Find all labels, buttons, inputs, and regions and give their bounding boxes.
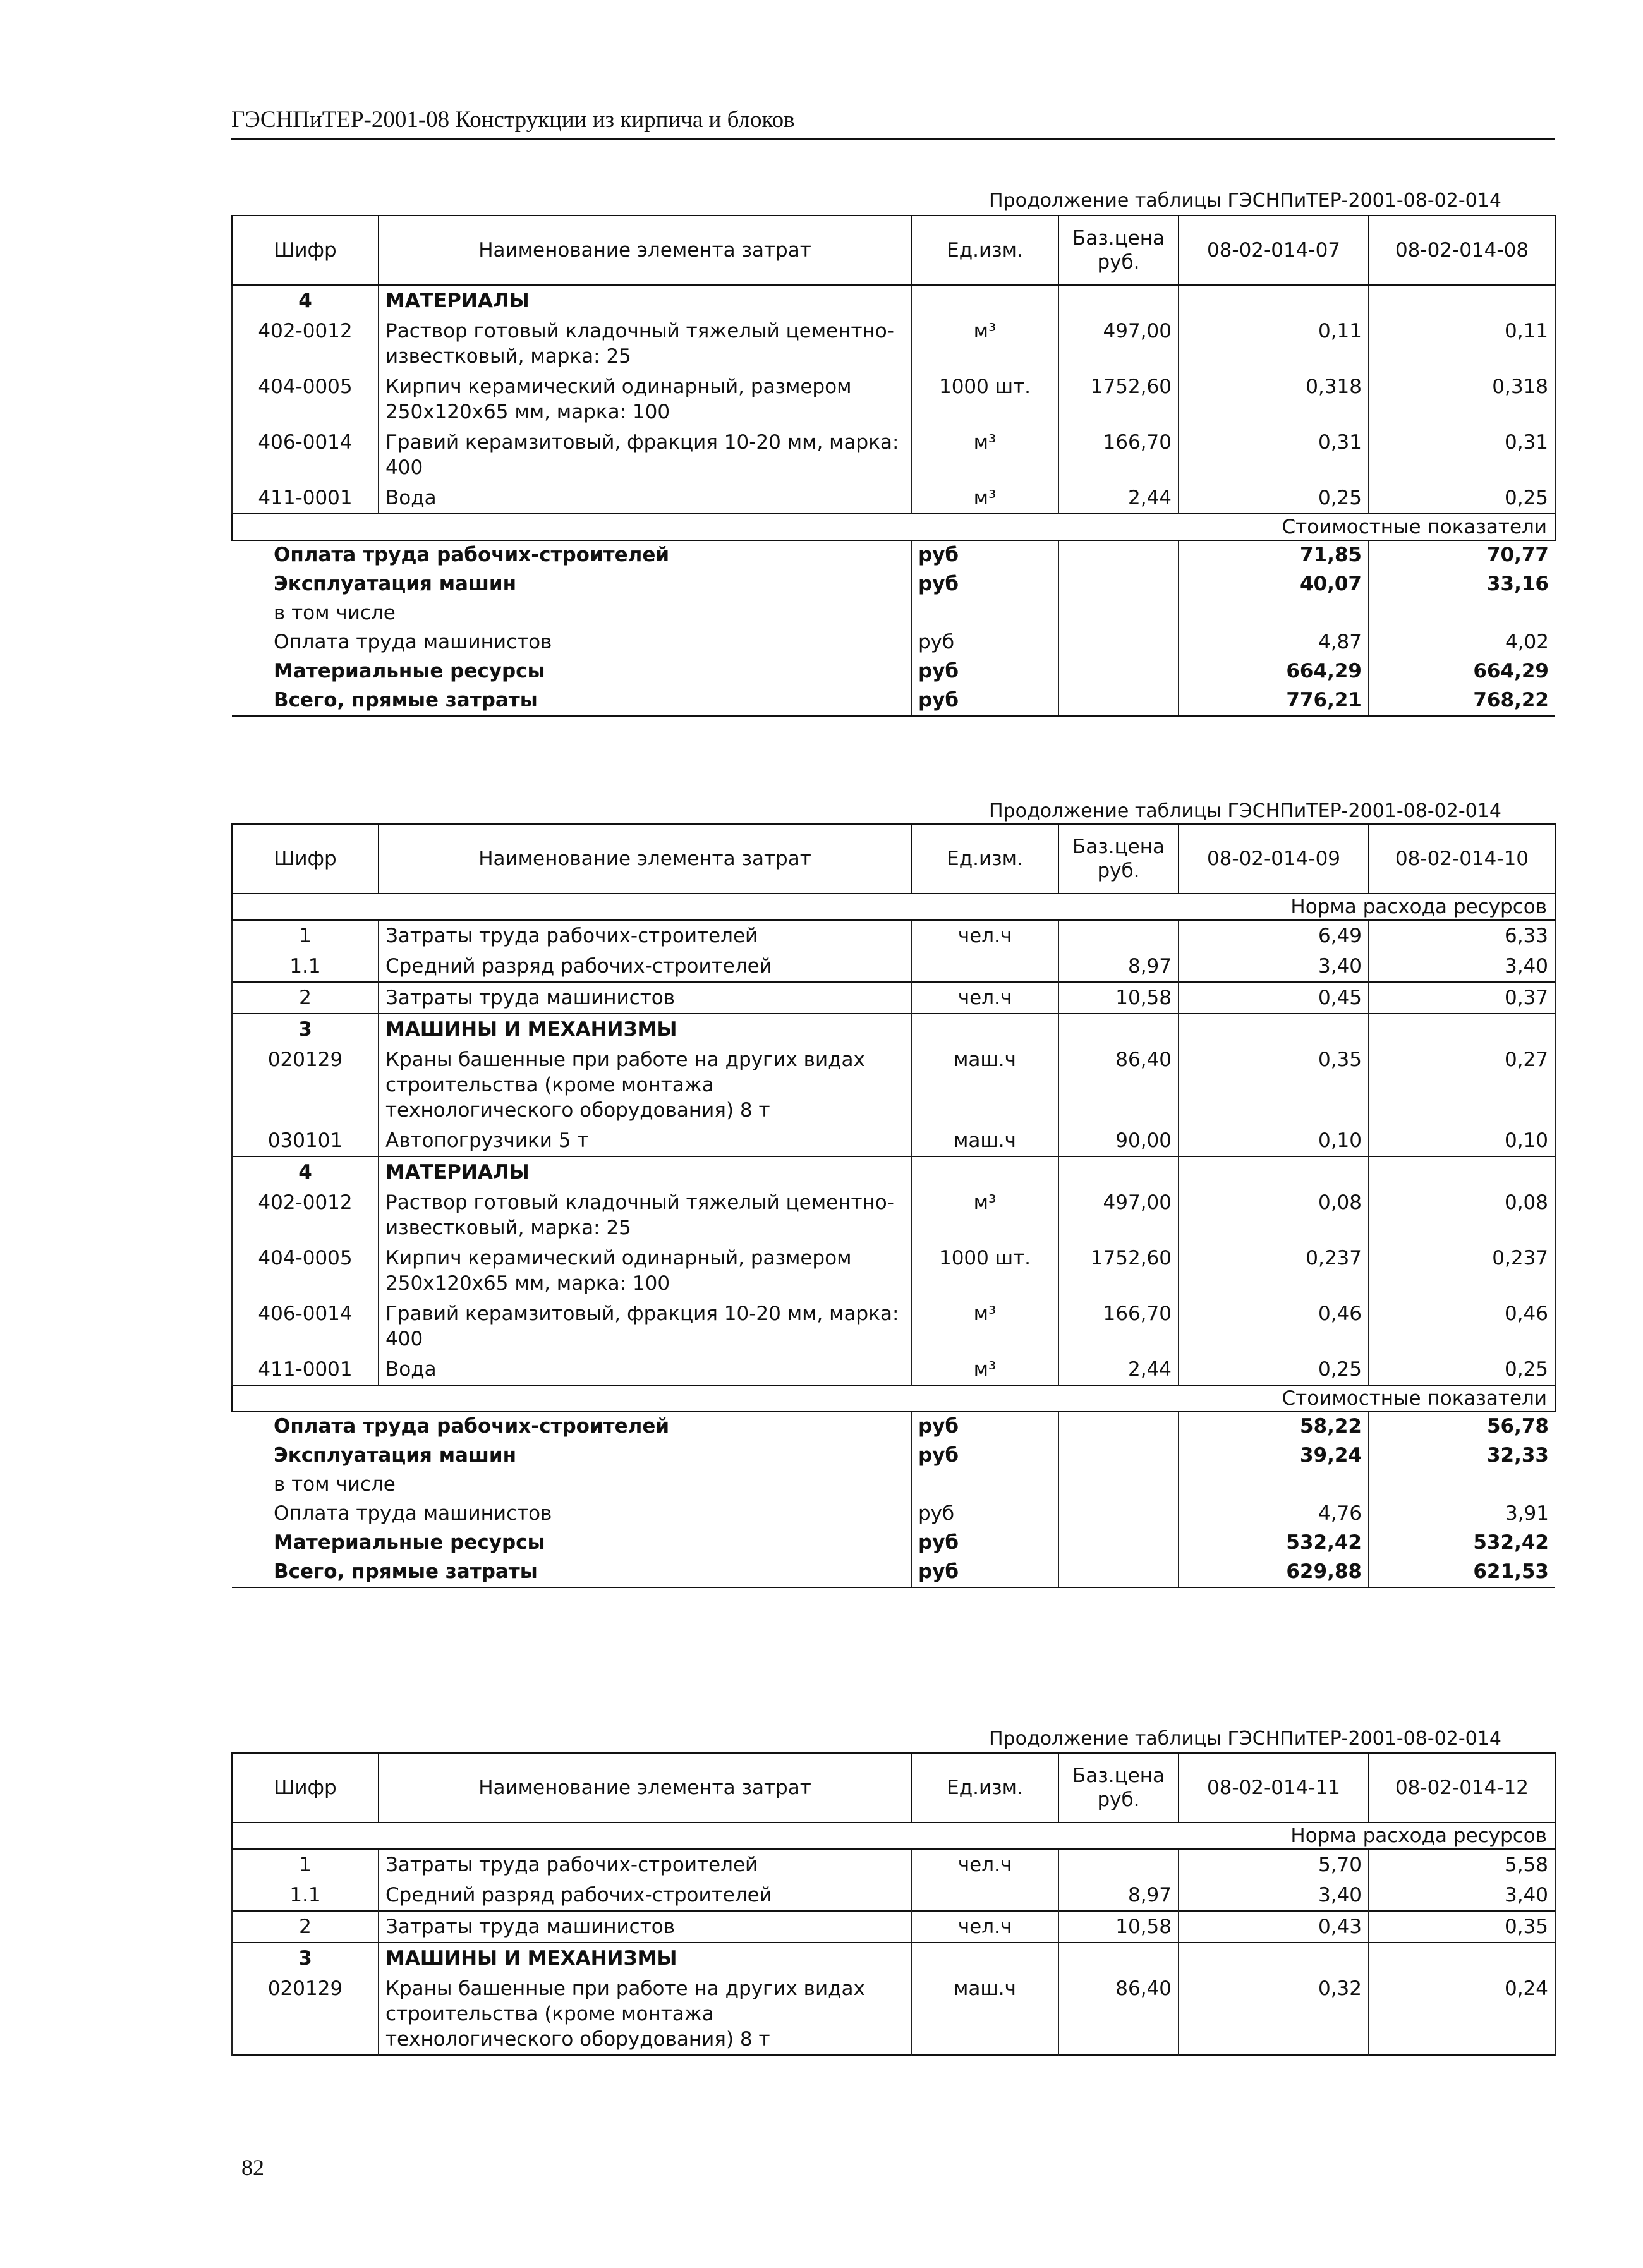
value-a: 6,49 [1179,920,1369,951]
resource-name: Краны башенные при работе на других видах строительства (кроме монтажа технологического оборудования) 8 т [379,1974,911,2055]
value-a: 0,08 [1179,1187,1369,1243]
value-a: 3,40 [1179,1880,1369,1911]
summary-label: Оплата труда машинистов [274,1502,552,1525]
resource-price: 86,40 [1058,1045,1179,1125]
resource-price: 10,58 [1058,982,1179,1014]
table-row [232,1187,1555,1243]
table-2-continuation: Продолжение таблицы ГЭСНПиТЕР-2001-08-02-014 [989,800,1501,822]
summary-value-b: 532,42 [1369,1529,1555,1558]
resource-code: 406-0014 [232,427,379,483]
section-number: 4 [232,1156,379,1187]
resource-code: 404-0005 [232,372,379,427]
section-row-machines [232,1943,1555,1974]
col-header-price: Баз.цена руб. [1058,824,1179,894]
resource-unit: маш.ч [911,1125,1058,1156]
summary-value-a: 4,87 [1179,628,1369,657]
resource-code: 020129 [232,1974,379,2055]
col-header-price: Баз.цена руб. [1058,215,1179,285]
col-header-name: Наименование элемента затрат [379,824,911,894]
value-a: 0,237 [1179,1243,1369,1299]
resource-price: 497,00 [1058,1187,1179,1243]
resource-name: Затраты труда машинистов [379,1911,911,1943]
table-row [232,1911,1555,1943]
summary-value-b: 56,78 [1369,1412,1555,1441]
resource-unit: м³ [911,1187,1058,1243]
table-row [232,1354,1555,1385]
table-3-continuation: Продолжение таблицы ГЭСНПиТЕР-2001-08-02-014 [989,1728,1501,1750]
running-header: ГЭСНПиТЕР-2001-08 Конструкции из кирпича и блоков [231,107,795,133]
cost-band-row [232,514,1555,540]
summary-label: Оплата труда рабочих-строителей [274,543,670,566]
resource-unit: 1000 шт. [911,1243,1058,1299]
resource-price [1058,1849,1179,1880]
col-header-code: Шифр [232,824,379,894]
summary-label: Оплата труда машинистов [274,631,552,653]
resource-unit: чел.ч [911,1849,1058,1880]
col-header-price: Баз.цена руб. [1058,1753,1179,1822]
value-b: 0,37 [1369,982,1555,1014]
resource-name: Вода [379,483,911,514]
value-b: 0,24 [1369,1974,1555,2055]
value-b: 5,58 [1369,1849,1555,1880]
resource-price: 86,40 [1058,1974,1179,2055]
resource-price: 497,00 [1058,316,1179,372]
section-title: МАШИНЫ И МЕХАНИЗМЫ [379,1014,911,1045]
table-header-row [232,824,1555,894]
resource-price: 166,70 [1058,1299,1179,1354]
summary-row [232,1471,1555,1500]
section-row-materials [232,285,1555,316]
value-a: 0,46 [1179,1299,1369,1354]
resource-name: Гравий керамзитовый, фракция 10-20 мм, марка: 400 [379,1299,911,1354]
value-b: 0,08 [1369,1187,1555,1243]
section-row-materials [232,1156,1555,1187]
value-b: 0,25 [1369,1354,1555,1385]
summary-unit: руб [911,1441,1058,1471]
summary-value-b: 3,91 [1369,1500,1555,1529]
resource-name: Кирпич керамический одинарный, размером 250х120х65 мм, марка: 100 [379,372,911,427]
resource-price: 1752,60 [1058,1243,1179,1299]
value-b: 3,40 [1369,951,1555,982]
header-rule [231,138,1555,140]
table-row [232,1243,1555,1299]
summary-label: Оплата труда рабочих-строителей [274,1415,670,1438]
section-title: МАШИНЫ И МЕХАНИЗМЫ [379,1943,911,1974]
resource-unit: маш.ч [911,1974,1058,2055]
resource-code: 020129 [232,1045,379,1125]
table-row [232,372,1555,427]
value-b: 0,27 [1369,1045,1555,1125]
resource-unit: м³ [911,483,1058,514]
resource-code: 2 [232,1911,379,1943]
norm-band-label: Норма расхода ресурсов [232,894,1555,920]
summary-row [232,686,1555,716]
resource-unit: м³ [911,1299,1058,1354]
col-header-b: 08-02-014-08 [1369,215,1555,285]
norm-band-row [232,1822,1555,1849]
table-1-continuation: Продолжение таблицы ГЭСНПиТЕР-2001-08-02-014 [989,190,1501,212]
page-number: 82 [241,2155,264,2180]
resource-price [1058,920,1179,951]
col-header-code: Шифр [232,1753,379,1822]
summary-value-b: 32,33 [1369,1441,1555,1471]
col-header-name: Наименование элемента затрат [379,215,911,285]
summary-value-a: 664,29 [1179,657,1369,686]
resource-code: 404-0005 [232,1243,379,1299]
table-row [232,1880,1555,1911]
table-row [232,920,1555,951]
summary-value-a: 39,24 [1179,1441,1369,1471]
summary-unit: руб [911,657,1058,686]
summary-unit: руб [911,570,1058,599]
summary-row [232,1500,1555,1529]
summary-value-b: 4,02 [1369,628,1555,657]
table-row [232,1974,1555,2055]
col-header-a: 08-02-014-11 [1179,1753,1369,1822]
resource-price: 2,44 [1058,483,1179,514]
resource-code: 402-0012 [232,316,379,372]
resource-name: Вода [379,1354,911,1385]
resource-unit [911,951,1058,982]
summary-label: в том числе [274,1473,396,1496]
value-a: 0,10 [1179,1125,1369,1156]
value-b: 0,31 [1369,427,1555,483]
resource-code: 1.1 [232,951,379,982]
resource-name: Раствор готовый кладочный тяжелый цементно-известковый, марка: 25 [379,316,911,372]
resource-unit: м³ [911,427,1058,483]
resource-name: Гравий керамзитовый, фракция 10-20 мм, марка: 400 [379,427,911,483]
summary-unit: руб [911,540,1058,570]
summary-unit: руб [911,1529,1058,1558]
section-title: МАТЕРИАЛЫ [379,285,911,316]
cost-band-label: Стоимостные показатели [232,514,1555,540]
resource-code: 411-0001 [232,1354,379,1385]
resource-code: 1.1 [232,1880,379,1911]
value-b: 0,25 [1369,483,1555,514]
resource-price: 166,70 [1058,427,1179,483]
resource-price: 8,97 [1058,951,1179,982]
resource-name: Средний разряд рабочих-строителей [379,1880,911,1911]
summary-row [232,599,1555,628]
table-row [232,1125,1555,1156]
resource-price: 2,44 [1058,1354,1179,1385]
col-header-a: 08-02-014-07 [1179,215,1369,285]
col-header-name: Наименование элемента затрат [379,1753,911,1822]
value-a: 0,318 [1179,372,1369,427]
resource-price: 1752,60 [1058,372,1179,427]
section-title: МАТЕРИАЛЫ [379,1156,911,1187]
resource-code: 402-0012 [232,1187,379,1243]
col-header-code: Шифр [232,215,379,285]
value-a: 5,70 [1179,1849,1369,1880]
section-number: 4 [232,285,379,316]
summary-value-a: 532,42 [1179,1529,1369,1558]
resource-unit: маш.ч [911,1045,1058,1125]
col-header-b: 08-02-014-10 [1369,824,1555,894]
summary-row [232,540,1555,570]
resource-table-2 [231,823,1556,1588]
table-row [232,427,1555,483]
summary-unit: руб [911,1412,1058,1441]
resource-code: 030101 [232,1125,379,1156]
summary-value-b: 33,16 [1369,570,1555,599]
resource-name: Затраты труда машинистов [379,982,911,1014]
summary-row [232,1441,1555,1471]
summary-label: Всего, прямые затраты [232,1558,911,1587]
table-row [232,1299,1555,1354]
summary-row [232,570,1555,599]
summary-unit: руб [911,1500,1058,1529]
table-header-row [232,215,1555,285]
value-b: 0,237 [1369,1243,1555,1299]
summary-value-a: 71,85 [1179,540,1369,570]
cost-band-row [232,1385,1555,1412]
summary-row [232,1529,1555,1558]
summary-unit: руб [911,1558,1058,1587]
summary-label: Эксплуатация машин [274,573,517,595]
resource-unit: чел.ч [911,982,1058,1014]
summary-value-b: 664,29 [1369,657,1555,686]
resource-name: Раствор готовый кладочный тяжелый цементно-известковый, марка: 25 [379,1187,911,1243]
summary-row [232,628,1555,657]
resource-price: 10,58 [1058,1911,1179,1943]
section-number: 3 [232,1943,379,1974]
col-header-unit: Ед.изм. [911,1753,1058,1822]
norm-band-label: Норма расхода ресурсов [232,1822,1555,1849]
summary-unit: руб [911,628,1058,657]
summary-value-a: 4,76 [1179,1500,1369,1529]
resource-unit [911,1880,1058,1911]
value-b: 6,33 [1369,920,1555,951]
summary-value-a: 629,88 [1179,1558,1369,1587]
section-row-machines [232,1014,1555,1045]
col-header-a: 08-02-014-09 [1179,824,1369,894]
table-header-row [232,1753,1555,1822]
value-b: 0,35 [1369,1911,1555,1943]
resource-code: 1 [232,1849,379,1880]
resource-unit: чел.ч [911,1911,1058,1943]
summary-row [232,1412,1555,1441]
value-a: 0,25 [1179,483,1369,514]
resource-name: Средний разряд рабочих-строителей [379,951,911,982]
col-header-unit: Ед.изм. [911,824,1058,894]
resource-unit: м³ [911,1354,1058,1385]
resource-unit: м³ [911,316,1058,372]
resource-unit: 1000 шт. [911,372,1058,427]
resource-code: 411-0001 [232,483,379,514]
value-a: 0,43 [1179,1911,1369,1943]
resource-table-1 [231,215,1556,717]
value-a: 0,35 [1179,1045,1369,1125]
summary-label: Всего, прямые затраты [232,686,911,716]
resource-name: Автопогрузчики 5 т [379,1125,911,1156]
summary-label: Эксплуатация машин [274,1444,517,1467]
table-row [232,1045,1555,1125]
summary-value-a: 776,21 [1179,686,1369,716]
resource-unit: чел.ч [911,920,1058,951]
value-b: 0,46 [1369,1299,1555,1354]
value-b: 0,10 [1369,1125,1555,1156]
resource-price: 8,97 [1058,1880,1179,1911]
value-a: 0,31 [1179,427,1369,483]
value-a: 0,11 [1179,316,1369,372]
value-b: 3,40 [1369,1880,1555,1911]
section-number: 3 [232,1014,379,1045]
value-a: 0,25 [1179,1354,1369,1385]
table-row [232,951,1555,982]
value-b: 0,11 [1369,316,1555,372]
resource-name: Кирпич керамический одинарный, размером 250х120х65 мм, марка: 100 [379,1243,911,1299]
resource-table-3 [231,1752,1556,2056]
value-b: 0,318 [1369,372,1555,427]
resource-name: Затраты труда рабочих-строителей [379,1849,911,1880]
value-a: 0,45 [1179,982,1369,1014]
summary-value-b: 621,53 [1369,1558,1555,1587]
summary-row [232,1558,1555,1587]
summary-label: Материальные ресурсы [274,1531,545,1554]
table-row [232,982,1555,1014]
resource-name: Краны башенные при работе на других видах строительства (кроме монтажа технологического оборудования) 8 т [379,1045,911,1125]
resource-price: 90,00 [1058,1125,1179,1156]
summary-value-b: 70,77 [1369,540,1555,570]
table-row [232,1849,1555,1880]
value-a: 0,32 [1179,1974,1369,2055]
summary-value-a: 58,22 [1179,1412,1369,1441]
col-header-b: 08-02-014-12 [1369,1753,1555,1822]
summary-value-a: 40,07 [1179,570,1369,599]
resource-code: 406-0014 [232,1299,379,1354]
resource-code: 1 [232,920,379,951]
table-row [232,316,1555,372]
summary-value-b: 768,22 [1369,686,1555,716]
resource-name: Затраты труда рабочих-строителей [379,920,911,951]
resource-code: 2 [232,982,379,1014]
summary-label: в том числе [274,602,396,624]
summary-label: Материальные ресурсы [274,660,545,682]
summary-row [232,657,1555,686]
table-row [232,483,1555,514]
cost-band-label: Стоимостные показатели [232,1385,1555,1412]
norm-band-row [232,894,1555,920]
value-a: 3,40 [1179,951,1369,982]
summary-unit: руб [911,686,1058,716]
col-header-unit: Ед.изм. [911,215,1058,285]
